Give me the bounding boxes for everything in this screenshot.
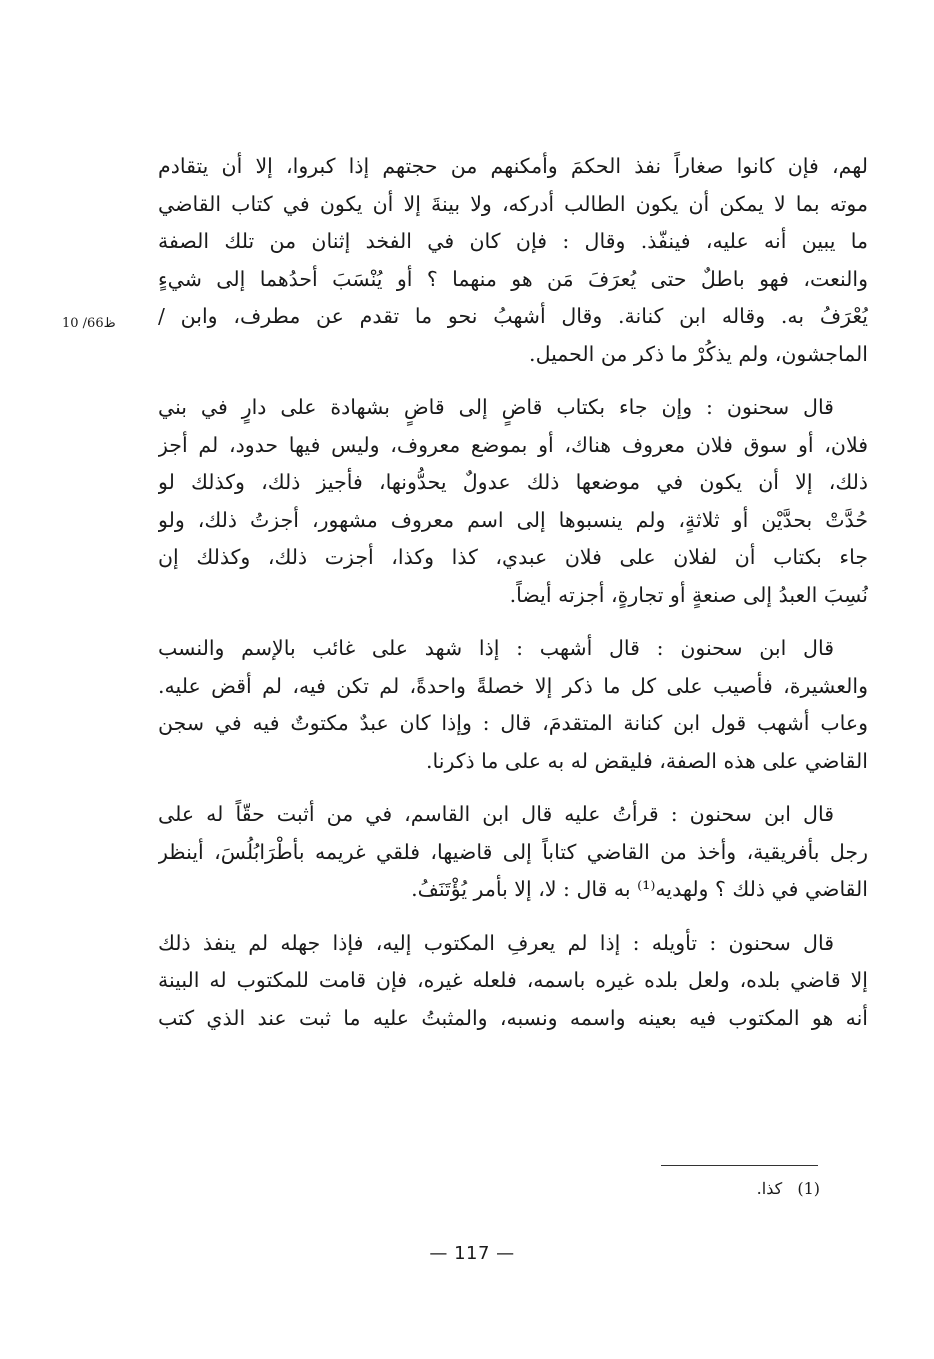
text-line: القاضي في ذلك ؟ ولهديه⁽¹⁾ به قال : لا، إلا بأمر يُؤْتَنَفُ. [411, 877, 868, 901]
text-line: إلا قاضي بلده، ولعل بلده غيره باسمه، فلعله غيره، فإن قامت للمكتوب له البينة [158, 968, 868, 992]
text-line: رجل بأفريقية، وأخذ من القاضي كتاباً إلى قاضيها، فلقي غريمه بأطْرَابُلُسَ، أينظر [158, 839, 868, 864]
paragraph-5 [158, 925, 868, 1038]
text-line: يُعْرَفُ به. وقاله ابن كنانة. وقال أشهبُ نحو ما تقدم عن مطرف، وابن / [158, 304, 868, 328]
footnote-marker: (1) [797, 1179, 820, 1198]
text-line: الماجشون، ولم يذكُرْ ما ذكر من الحميل. [529, 341, 868, 366]
footnote-text: كذا. [756, 1179, 783, 1198]
text-line: موته بما لا يمكن أن يكون الطالب أدركه، ولا بينةَ إلا أن يكون في كتاب القاضي [158, 191, 868, 216]
text-line: قال سحنون : وإن جاء بكتاب قاضٍ إلى قاضٍ بشهادة على دارٍ في بني [158, 395, 834, 419]
text-line: حُدَّتْ بحدَّيْن أو ثلاثةٍ، ولم ينسبوها إلى اسم معروف مشهور، أجزتُ ذلك، ولو [158, 507, 868, 532]
text-line: القاضي على هذه الصفة، فليقض له به على ما ذكرنا. [425, 748, 868, 773]
paragraph-2 [158, 389, 868, 614]
text-line: قال سحنون : تأويله : إذا لم يعرفِ المكتوب إليه، فإذا جهله لم ينفذ ذلك [158, 930, 834, 955]
main-text [158, 148, 868, 1053]
text-line: جاء بكتاب أن لفلان على فلان عبدي، كذا وكذا، أجزت ذلك، وكذلك إن [158, 545, 868, 569]
text-line: والنعت، فهو باطلٌ حتى يُعرَفَ مَن هو منهما ؟ أو يُنْسَبَ أحدُهما إلى شيءٍ [158, 266, 868, 291]
footnote-divider [661, 1165, 818, 1166]
text-line: أنه هو المكتوب فيه بعينه واسمه ونسبه، والمثبتُ عليه ما ثبت عند الذي كتب [158, 1005, 868, 1030]
text-line: فلان، أو سوق فلان معروف هناك، أو بموضع معروف، وليس فيها حدود، لم أجز [158, 432, 868, 457]
footnote [690, 1176, 820, 1202]
text-line: نُسِبَ العبدُ إلى صنعةٍ أو تجارةٍ، أجزته أيضاً. [509, 582, 868, 607]
paragraph-3 [158, 630, 868, 780]
text-line: وعاب أشهب قول ابن كنانة المتقدمَ، قال : وإذا كان عبدٌ مكتوتٌ فيه في سجن [158, 711, 868, 735]
paragraph-4 [158, 796, 868, 909]
manuscript-folio-note: 10 /66ظ [62, 316, 116, 331]
text-line: ذلك، إلا أن يكون في موضعها ذلك عدولٌ يحدُّونها، فأجيز ذلك، وكذلك لو [158, 470, 868, 494]
paragraph-1 [158, 148, 868, 373]
text-line: قال ابن سحنون : قرأتُ عليه قال ابن القاسم، في من أثبت حقّاً له على [158, 802, 834, 826]
text-line: ما يبين أنه عليه، فينفّذ. وقال : فإن كان في الفخد إثنان من تلك الصفة [158, 229, 868, 253]
page-number: — 117 — [429, 1243, 515, 1264]
text-line: والعشيرة، فأصيب على كل ما ذكر إلا خصلةً واحدةً، لم تكن فيه، لم أقض عليه. [158, 673, 868, 698]
text-line: قال ابن سحنون : قال أشهب : إذا شهد على غائب بالإسم والنسب [158, 636, 834, 660]
text-line: لهم، فإن كانوا صغاراً نفذ الحكمَ وأمكنهم من حجتهم إذا كبروا، إلا أن يتقادم [158, 154, 868, 178]
